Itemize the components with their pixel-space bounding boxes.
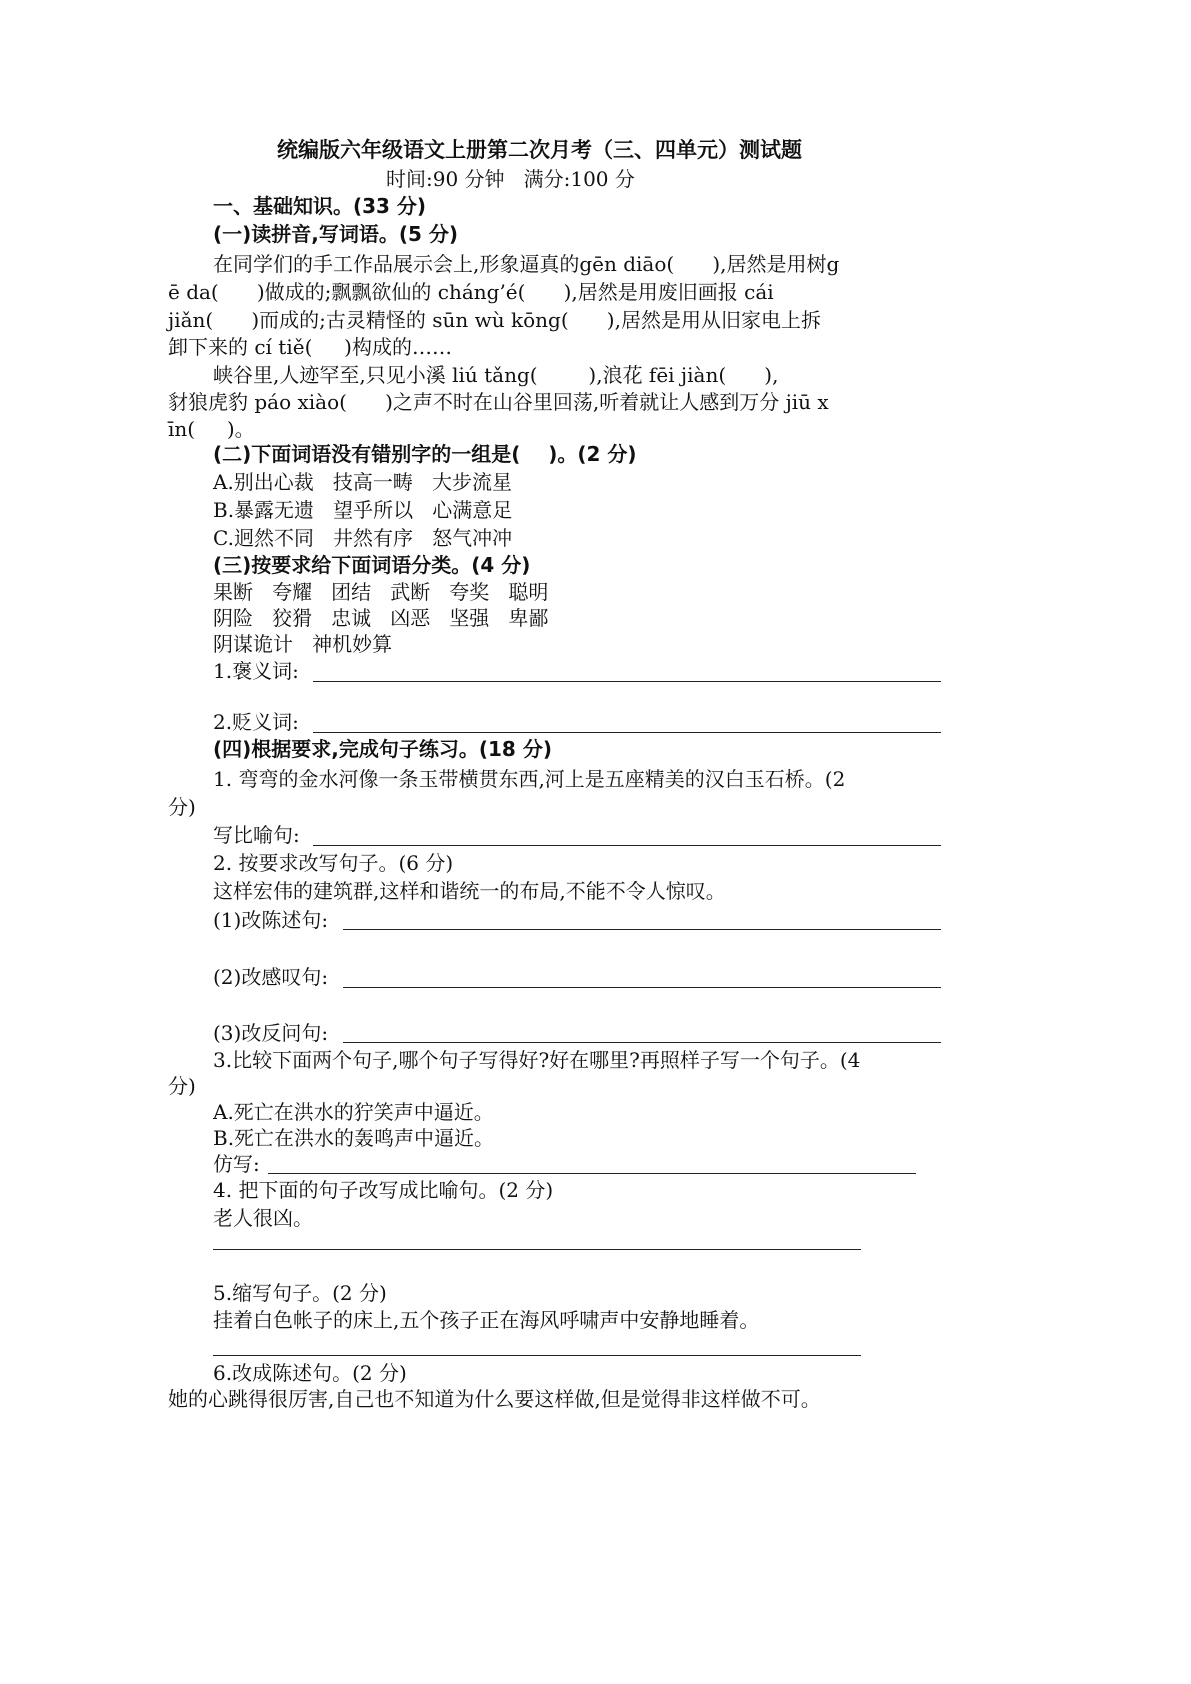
q2-sentence: 这样宏伟的建筑群,这样和谐统一的布局,不能不令人惊叹。 [213, 879, 726, 903]
part4-heading: (四)根据要求,完成句子练习。(18 分) [213, 737, 552, 761]
q5-sentence: 挂着白色帐子的床上,五个孩子正在海风呼啸声中安静地睡着。 [213, 1308, 760, 1332]
exam-time-score: 时间:90 分钟 满分:100 分 [386, 167, 635, 191]
part2-heading: (二)下面词语没有错别字的一组是( )。(2 分) [213, 442, 637, 466]
q1-answer-line[interactable] [313, 845, 941, 846]
q3-prompt-wrap: 分) [168, 1074, 196, 1098]
derogatory-words-label: 2.贬义词: [213, 710, 299, 734]
part3-heading: (三)按要求给下面词语分类。(4 分) [213, 553, 531, 577]
q2-declarative-answer-line[interactable] [343, 929, 941, 930]
pinyin-paragraph-line: 峡谷里,人迹罕至,只见小溪 liú tǎng( ),浪花 fēi jiàn( ), [213, 363, 779, 387]
pinyin-paragraph-line: 豺狼虎豹 páo xiào( )之声不时在山谷里回荡,听着就让人感到万分 jiū x [168, 390, 829, 414]
pinyin-paragraph-line: jiǎn( )而成的;古灵精怪的 sūn wù kōng( ),居然是用从旧家电上拆 [168, 308, 821, 332]
q5-answer-line[interactable] [213, 1355, 861, 1356]
word-row: 阴谋诡计 神机妙算 [213, 632, 393, 656]
q3-option-b: B.死亡在洪水的轰鸣声中逼近。 [213, 1126, 495, 1150]
pinyin-paragraph-line: ē da( )做成的;飘飘欲仙的 cháng’é( ),居然是用废旧画报 cái [168, 280, 774, 304]
word-row: 果断 夸耀 团结 武断 夸奖 聪明 [213, 580, 549, 604]
q2-exclamatory-label: (2)改感叹句: [213, 965, 329, 989]
q2-prompt: 2. 按要求改写句子。(6 分) [213, 851, 454, 875]
choice-option-c: C.迥然不同 井然有序 怒气冲冲 [213, 526, 513, 550]
section-heading-basic-knowledge: 一、基础知识。(33 分) [213, 194, 427, 218]
q6-prompt: 6.改成陈述句。(2 分) [213, 1361, 407, 1385]
word-row: 阴险 狡猾 忠诚 凶恶 坚强 卑鄙 [213, 606, 549, 630]
commendatory-words-answer-line[interactable] [313, 681, 941, 682]
q1-prompt-wrap: 分) [168, 795, 196, 819]
q4-answer-line[interactable] [213, 1249, 861, 1250]
q2-exclamatory-answer-line[interactable] [343, 987, 941, 988]
page-title: 统编版六年级语文上册第二次月考（三、四单元）测试题 [277, 138, 802, 162]
part1-heading: (一)读拼音,写词语。(5 分) [213, 222, 459, 246]
commendatory-words-label: 1.褒义词: [213, 659, 299, 683]
q4-prompt: 4. 把下面的句子改写成比喻句。(2 分) [213, 1178, 554, 1202]
q3-option-a: A.死亡在洪水的狞笑声中逼近。 [213, 1100, 494, 1124]
q6-sentence: 她的心跳得很厉害,自己也不知道为什么要这样做,但是觉得非这样做不可。 [168, 1387, 821, 1411]
pinyin-paragraph-line: 卸下来的 cí tiě( )构成的…… [168, 335, 452, 359]
q2-rhetorical-answer-line[interactable] [343, 1042, 941, 1043]
q4-sentence: 老人很凶。 [213, 1206, 313, 1230]
q3-prompt: 3.比较下面两个句子,哪个句子写得好?好在哪里?再照样子写一个句子。(4 [213, 1048, 861, 1072]
pinyin-paragraph-line: 在同学们的手工作品展示会上,形象逼真的gēn diāo( ),居然是用树g [213, 252, 840, 276]
choice-option-a: A.别出心裁 技高一畴 大步流星 [213, 470, 512, 494]
q1-answer-label: 写比喻句: [213, 823, 300, 847]
q3-imitate-answer-line[interactable] [268, 1173, 916, 1174]
pinyin-paragraph-line: īn( )。 [168, 417, 255, 441]
derogatory-words-answer-line[interactable] [313, 732, 941, 733]
choice-option-b: B.暴露无遗 望乎所以 心满意足 [213, 498, 513, 522]
q2-rhetorical-label: (3)改反问句: [213, 1021, 329, 1045]
q1-prompt: 1. 弯弯的金水河像一条玉带横贯东西,河上是五座精美的汉白玉石桥。(2 [213, 767, 846, 791]
q3-imitate-label: 仿写: [213, 1152, 260, 1176]
q2-declarative-label: (1)改陈述句: [213, 908, 329, 932]
q5-prompt: 5.缩写句子。(2 分) [213, 1281, 387, 1305]
